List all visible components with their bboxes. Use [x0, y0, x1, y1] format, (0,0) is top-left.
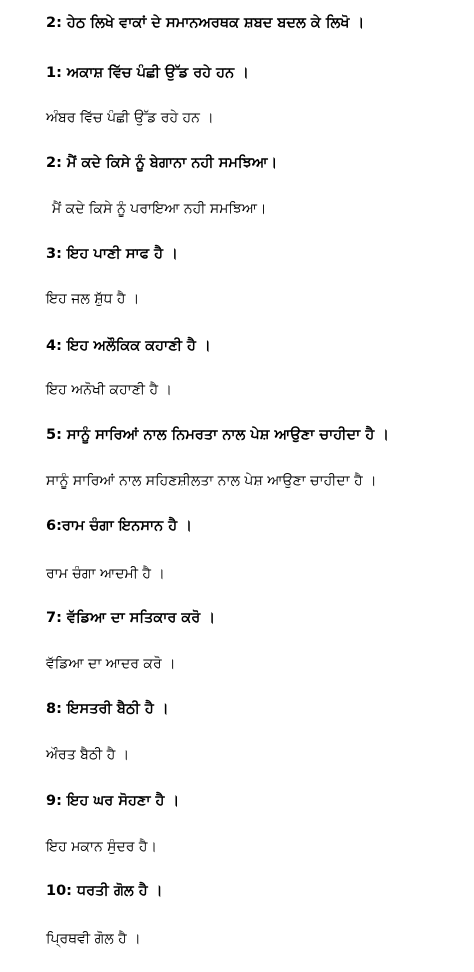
answer-6: ਰਾਮ ਚੰਗਾ ਆਦਮੀ ਹੈ । — [46, 566, 165, 582]
answer-10: ਪ੍ਰਿਥਵੀ ਗੋਲ ਹੈ । — [46, 931, 141, 947]
question-7: 7: ਵੱਡਿਆ ਦਾ ਸਤਿਕਾਰ ਕਰੋ । — [46, 610, 216, 626]
question-2: 2: ਮੈਂ ਕਦੇ ਕਿਸੇ ਨੂੰ ਬੇਗਾਨਾ ਨਹੀ ਸਮਝਿਆ। — [46, 155, 278, 171]
answer-8: ਔਰਤ ਬੈਠੀ ਹੈ । — [46, 747, 130, 763]
answer-7: ਵੱਡਿਆ ਦਾ ਆਦਰ ਕਰੋ । — [46, 656, 176, 672]
question-10: 10: ਧਰਤੀ ਗੋਲ ਹੈ । — [46, 883, 163, 899]
question-3: 3: ਇਹ ਪਾਣੀ ਸਾਫ ਹੈ । — [46, 246, 178, 262]
instruction-heading: 2: ਹੇਠ ਲਿਖੇ ਵਾਕਾਂ ਦੇ ਸਮਾਨਅਰਥਕ ਸ਼ਬਦ ਬਦਲ ਕੇ ਲਿਖੋ । — [46, 15, 365, 31]
question-9: 9: ਇਹ ਘਰ ਸੋਹਣਾ ਹੈ । — [46, 793, 180, 809]
answer-2: ਮੈਂ ਕਦੇ ਕਿਸੇ ਨੂੰ ਪਰਾਇਆ ਨਹੀ ਸਮਝਿਆ। — [52, 201, 267, 217]
question-6: 6:ਰਾਮ ਚੰਗਾ ਇਨਸਾਨ ਹੈ । — [46, 518, 192, 534]
question-4: 4: ਇਹ ਅਲੌਕਿਕ ਕਹਾਣੀ ਹੈ । — [46, 338, 211, 354]
question-8: 8: ਇਸਤਰੀ ਬੈਠੀ ਹੈ । — [46, 701, 169, 717]
question-1: 1: ਅਕਾਸ਼ ਵਿੱਚ ਪੰਛੀ ਉੱਡ ਰਹੇ ਹਨ । — [46, 65, 249, 81]
answer-9: ਇਹ ਮਕਾਨ ਸੁੰਦਰ ਹੈ। — [46, 839, 157, 855]
question-5: 5: ਸਾਨੂੰ ਸਾਰਿਆਂ ਨਾਲ ਨਿਮਰਤਾ ਨਾਲ ਪੇਸ਼ ਆਉਣਾ ਚਾਹੀਦਾ ਹੈ । — [46, 427, 390, 443]
answer-1: ਅੰਬਰ ਵਿੱਚ ਪੰਛੀ ਉੱਡ ਰਹੇ ਹਨ । — [46, 110, 214, 126]
answer-3: ਇਹ ਜਲ ਸ਼ੁੱਧ ਹੈ । — [46, 291, 140, 307]
answer-5: ਸਾਨੂੰ ਸਾਰਿਆਂ ਨਾਲ ਸਹਿਣਸ਼ੀਲਤਾ ਨਾਲ ਪੇਸ਼ ਆਉਣਾ ਚਾਹੀਦਾ ਹੈ । — [46, 473, 377, 489]
answer-4: ਇਹ ਅਨੋਖੀ ਕਹਾਣੀ ਹੈ । — [46, 382, 172, 398]
